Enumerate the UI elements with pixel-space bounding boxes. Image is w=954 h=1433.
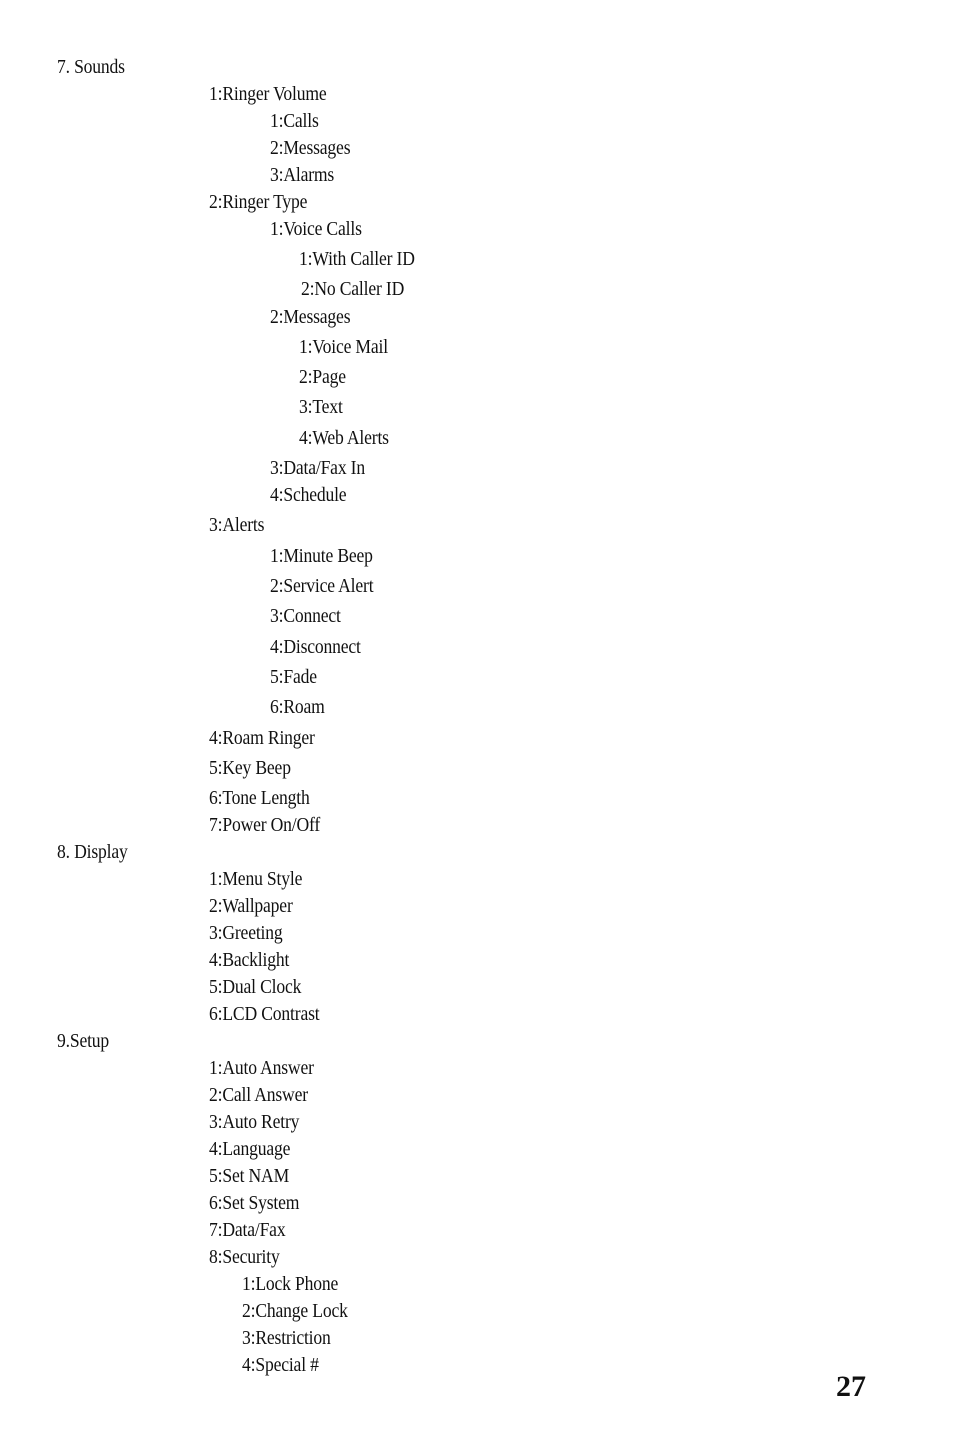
menu-item-set-system: 6:Set System — [209, 1192, 300, 1214]
menu-item-ringer-type: 2:Ringer Type — [209, 191, 308, 213]
submenu-item-restriction: 3:Restriction — [242, 1327, 331, 1349]
menu-section-sounds: 7. Sounds — [57, 56, 125, 78]
submenu-item-messages: 2:Messages — [270, 137, 351, 159]
submenu-item-schedule: 4:Schedule — [270, 484, 347, 506]
submenu-item-service-alert: 2:Service Alert — [270, 575, 374, 597]
menu-item-tone-length: 6:Tone Length — [209, 787, 310, 809]
submenu-item-calls: 1:Calls — [270, 110, 319, 132]
submenu-item-data-fax-in: 3:Data/Fax In — [270, 457, 365, 479]
subsubmenu-item-text: 3:Text — [299, 396, 343, 418]
menu-item-language: 4:Language — [209, 1138, 291, 1160]
menu-item-ringer-volume: 1:Ringer Volume — [209, 83, 327, 105]
menu-item-dual-clock: 5:Dual Clock — [209, 976, 302, 998]
menu-item-set-nam: 5:Set NAM — [209, 1165, 290, 1187]
subsubmenu-item-page: 2:Page — [299, 366, 346, 388]
submenu-item-lock-phone: 1:Lock Phone — [242, 1273, 339, 1295]
menu-item-wallpaper: 2:Wallpaper — [209, 895, 293, 917]
submenu-item-roam: 6:Roam — [270, 696, 325, 718]
menu-item-call-answer: 2:Call Answer — [209, 1084, 308, 1106]
submenu-item-minute-beep: 1:Minute Beep — [270, 545, 373, 567]
menu-item-auto-answer: 1:Auto Answer — [209, 1057, 314, 1079]
subsubmenu-item-web-alerts: 4:Web Alerts — [299, 427, 389, 449]
menu-item-backlight: 4:Backlight — [209, 949, 290, 971]
submenu-item-special: 4:Special # — [242, 1354, 319, 1376]
submenu-item-connect: 3:Connect — [270, 605, 341, 627]
submenu-item-fade: 5:Fade — [270, 666, 317, 688]
submenu-item-messages: 2:Messages — [270, 306, 351, 328]
menu-section-display: 8. Display — [57, 841, 128, 863]
menu-section-setup: 9.Setup — [57, 1030, 110, 1052]
menu-item-key-beep: 5:Key Beep — [209, 757, 291, 779]
submenu-item-alarms: 3:Alarms — [270, 164, 335, 186]
menu-item-alerts: 3:Alerts — [209, 514, 265, 536]
submenu-item-voice-calls: 1:Voice Calls — [270, 218, 362, 240]
menu-item-roam-ringer: 4:Roam Ringer — [209, 727, 315, 749]
menu-item-menu-style: 1:Menu Style — [209, 868, 303, 890]
menu-item-greeting: 3:Greeting — [209, 922, 283, 944]
submenu-item-disconnect: 4:Disconnect — [270, 636, 361, 658]
menu-item-lcd-contrast: 6:LCD Contrast — [209, 1003, 320, 1025]
menu-item-security: 8:Security — [209, 1246, 280, 1268]
subsubmenu-item-no-caller-id: 2:No Caller ID — [301, 278, 405, 300]
page-number: 27 — [836, 1370, 866, 1403]
menu-item-data-fax: 7:Data/Fax — [209, 1219, 286, 1241]
submenu-item-change-lock: 2:Change Lock — [242, 1300, 348, 1322]
subsubmenu-item-voice-mail: 1:Voice Mail — [299, 336, 388, 358]
menu-item-auto-retry: 3:Auto Retry — [209, 1111, 300, 1133]
menu-item-power-on-off: 7:Power On/Off — [209, 814, 321, 836]
subsubmenu-item-with-caller-id: 1:With Caller ID — [299, 248, 415, 270]
